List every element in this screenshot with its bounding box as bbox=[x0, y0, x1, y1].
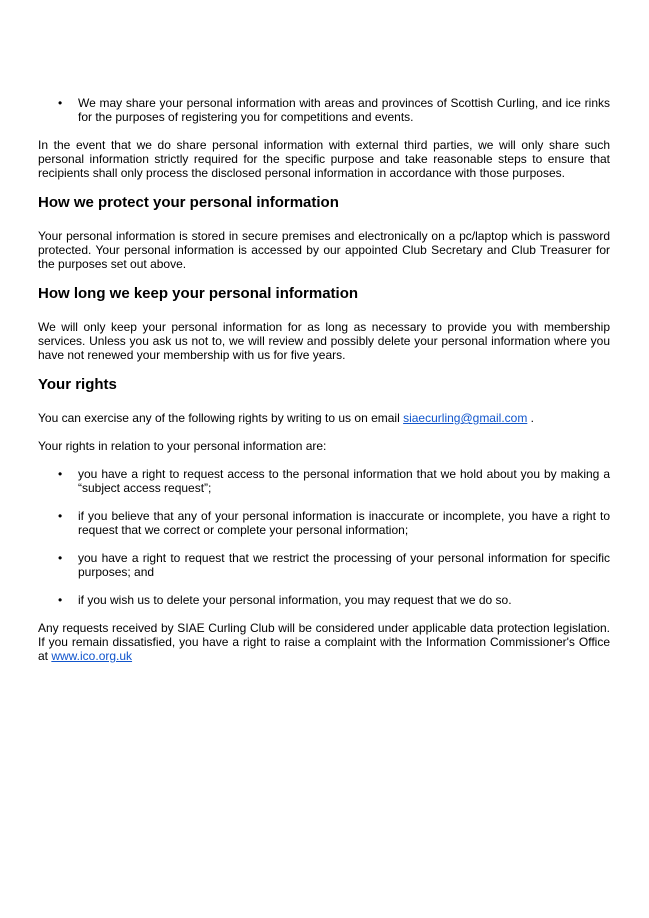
list-item: • if you wish us to delete your personal information, you may request that we do so. bbox=[78, 593, 610, 607]
list-item: • if you believe that any of your personal information is inaccurate or incomplete, you have a right to request that we correct or complete your personal information; bbox=[78, 509, 610, 537]
heading-how-long-we-keep: How long we keep your personal information bbox=[38, 285, 359, 302]
ico-link[interactable]: www.ico.org.uk bbox=[51, 649, 133, 663]
heading-how-we-protect: How we protect your personal information bbox=[38, 194, 339, 211]
complaints-text: Any requests received by SIAE Curling Club will be considered under applicable data protection legislation. If you remain dissatisfied, you have a right to raise a complaint with the Information Commissioner's Office at bbox=[38, 621, 610, 663]
complaints-paragraph bbox=[38, 621, 610, 663]
sharing-paragraph: In the event that we do share personal information with external third parties, we will only share such personal information strictly required for the specific purpose and take reasonable steps to ensure that recipients shall only process the disclosed personal information in accordance with those purposes. bbox=[38, 138, 610, 180]
exercise-rights-paragraph bbox=[38, 411, 610, 425]
exercise-rights-period: . bbox=[527, 411, 534, 425]
list-item: • We may share your personal information with areas and provinces of Scottish Curling, and ice rinks for the purposes of registering you for competitions and events. bbox=[78, 96, 610, 124]
rights-bullet-list bbox=[38, 467, 610, 607]
heading-your-rights: Your rights bbox=[38, 376, 117, 393]
list-item: • you have a right to request access to the personal information that we hold about you by making a “subject access request”; bbox=[78, 467, 610, 495]
rights-list-intro: Your rights in relation to your personal information are: bbox=[38, 439, 327, 453]
retention-paragraph: We will only keep your personal information for as long as necessary to provide you with membership services. Unless you ask us not to, we will review and possibly delete your personal information where you have not renewed your membership with us for five years. bbox=[38, 320, 610, 362]
email-link[interactable]: siaecurling@gmail.com bbox=[403, 411, 528, 425]
list-item: • you have a right to request that we restrict the processing of your personal information for specific purposes; and bbox=[78, 551, 610, 579]
exercise-rights-text: You can exercise any of the following rights by writing to us on email bbox=[38, 411, 404, 425]
protect-paragraph: Your personal information is stored in secure premises and electronically on a pc/laptop which is password protected. Your personal information is accessed by our appointed Club Secretary and Club Treasurer for the purposes set out above. bbox=[38, 229, 610, 271]
share-bullet-list bbox=[38, 96, 610, 124]
